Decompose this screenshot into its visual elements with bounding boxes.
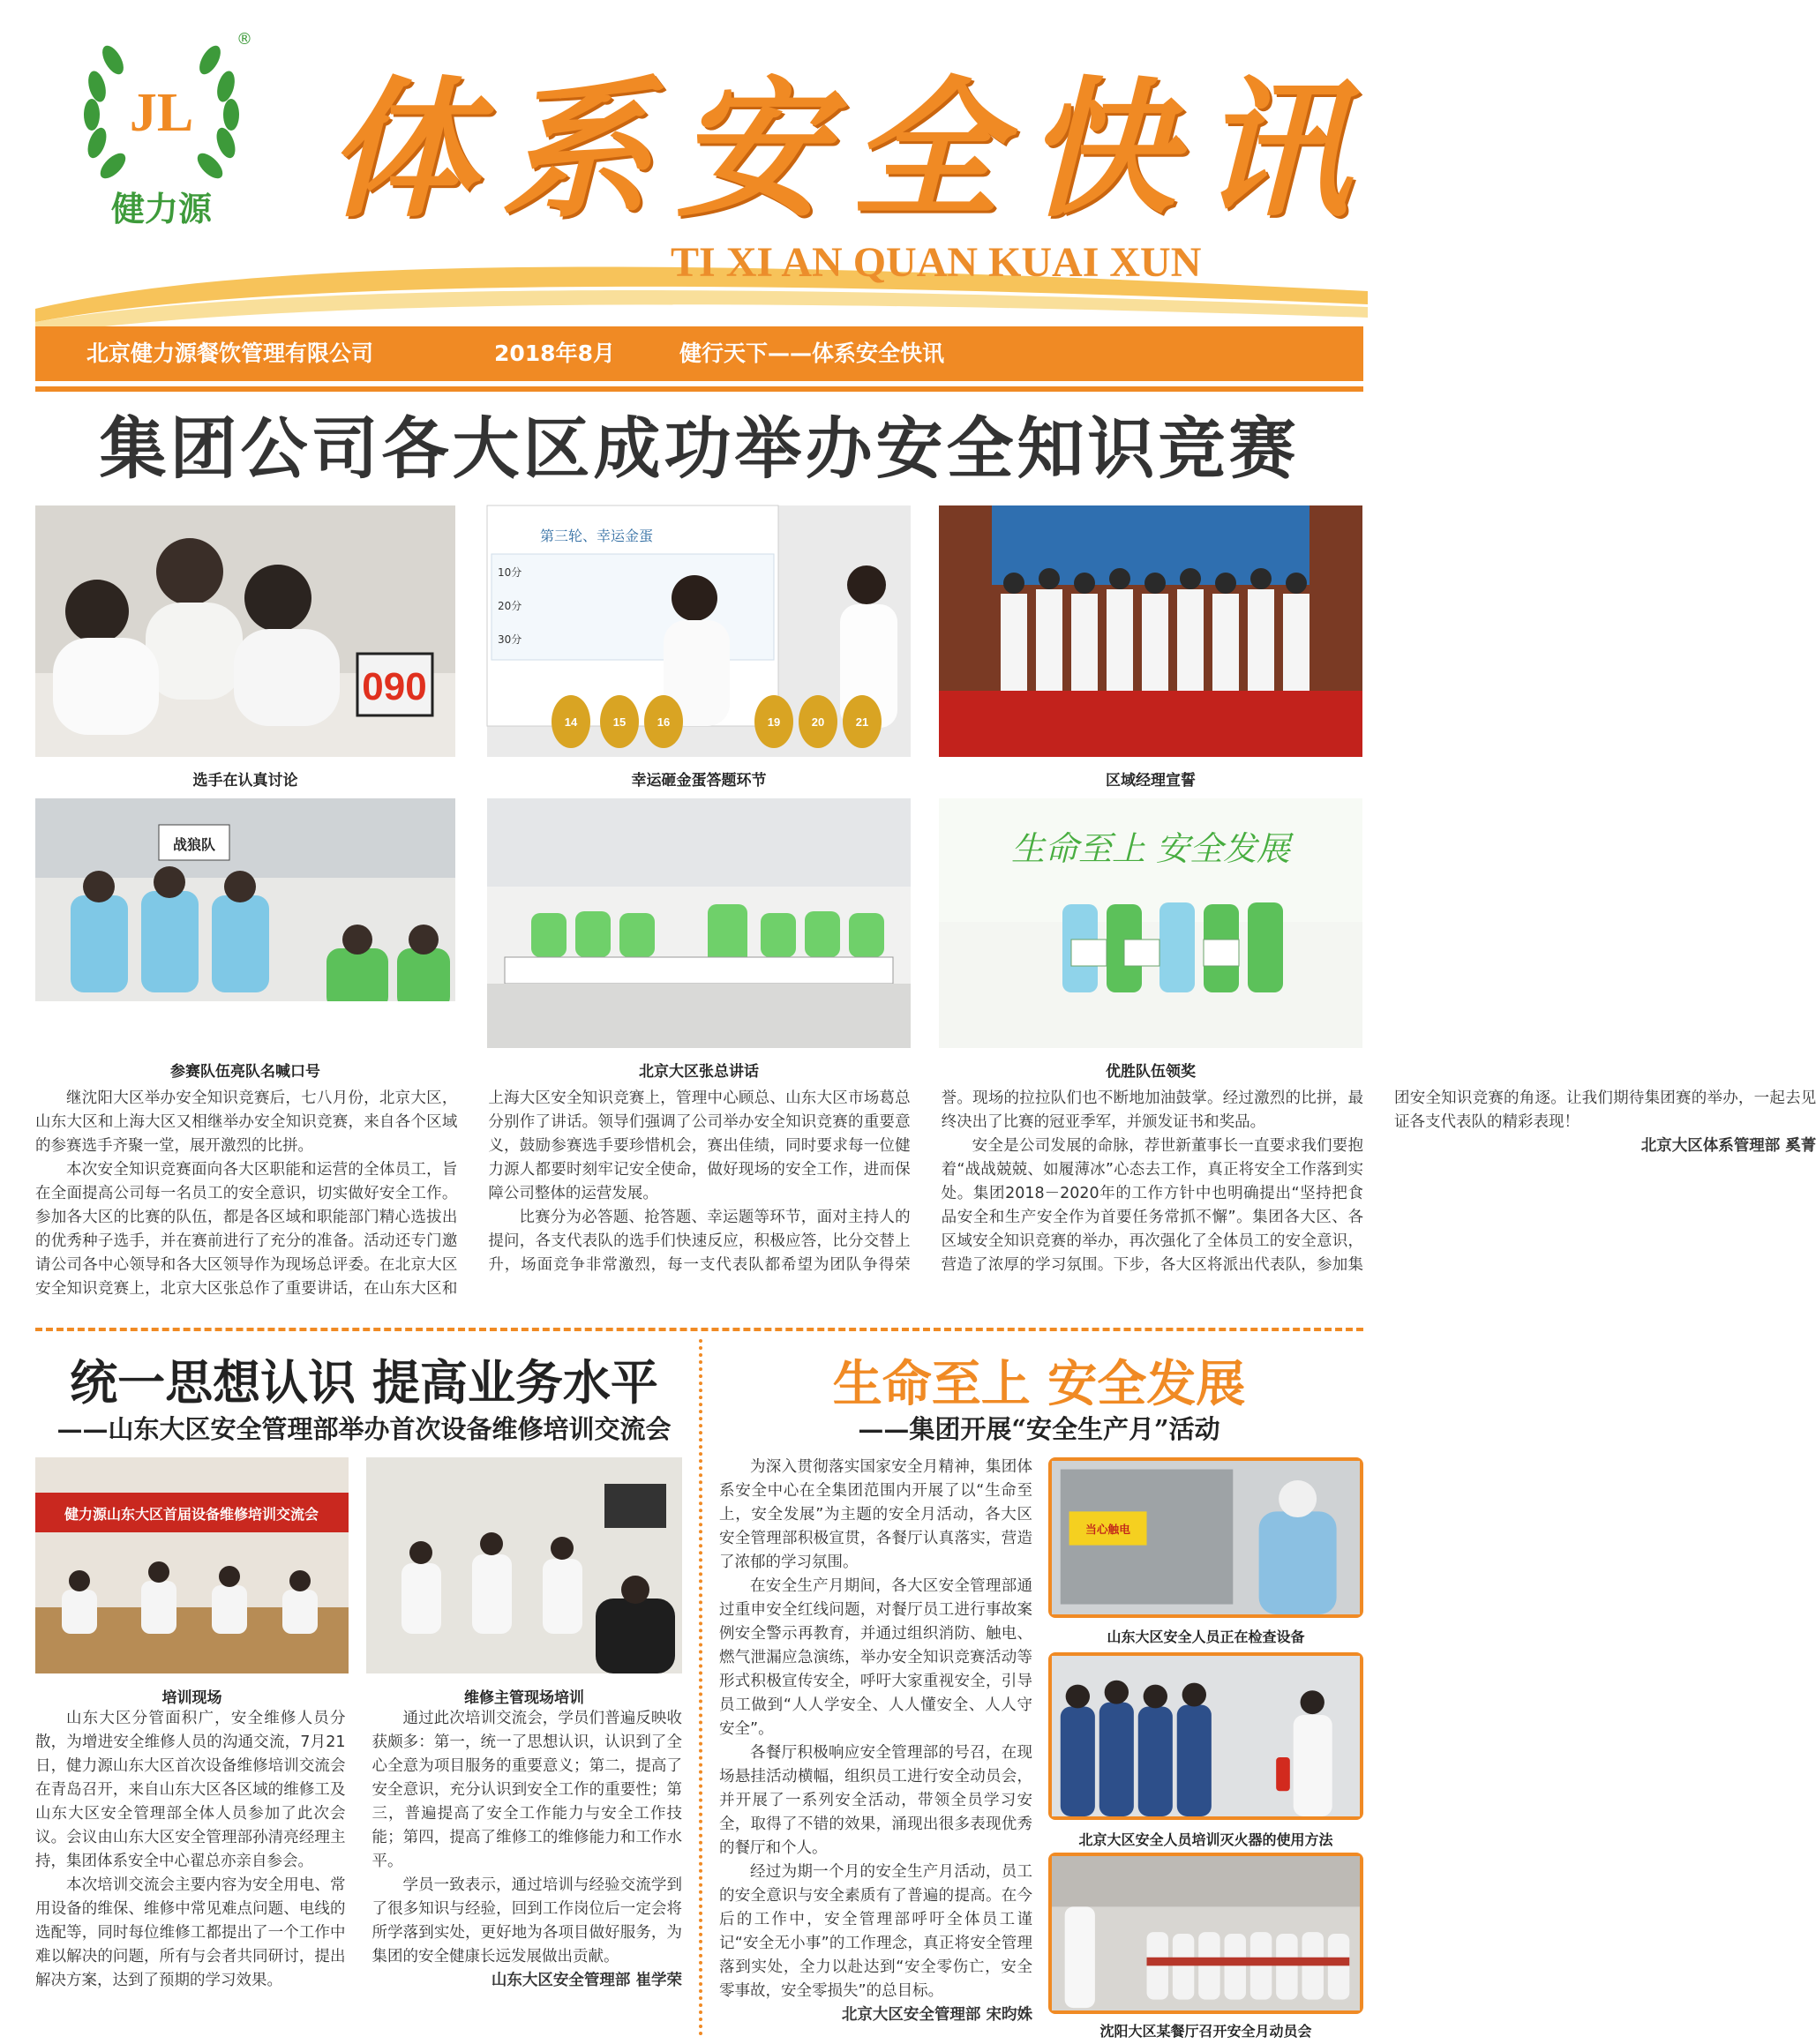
egg-16: 16 xyxy=(657,715,671,729)
left-paragraph-1: 山东大区分管面积广，安全维修人员分散，为增进安全维修人员的沟通交流，7月21日，健力源山东大区首次设备维修培训交流会在青岛召开，来自山东大区各区域的维修工及山东大区安全管理部全体人员参加了此次会议。会议由山东大区安全管理部孙清亮经理主持，集团体系安全中心翟总亦亲自参会。 xyxy=(35,1710,346,1870)
photo-extinguisher-training xyxy=(1048,1652,1363,1820)
section-divider xyxy=(35,1328,1363,1331)
logo-letters: JL xyxy=(129,83,194,143)
left-story-title: 统一思想认识 提高业务水平 xyxy=(70,1354,658,1411)
row-label-20: 20分 xyxy=(498,600,522,612)
row-label-30: 30分 xyxy=(498,633,522,646)
screen-title: 第三轮、幸运金蛋 xyxy=(540,528,654,544)
photo-winners-award xyxy=(939,798,1362,1048)
photo-safety-month-rally xyxy=(1048,1853,1363,2014)
lead-paragraph-4: 安全是公司发展的命脉，荐世新董事长一直要求我们要抱着“战战兢兢、如履薄冰”心态去工作，真正将安全工作落到实处。集团2018－2020年的工作方针中也明确提出“坚持把食品安全和生产安全作为首要任务常抓不懈”。集团各大区、各区域安全知识竞赛的举办，再次强化了全体员工的安全意识，营造了浓厚的学习氛围。下步，各大区将派出代表队，参加集团安全知识竞赛的角逐。让我们期待集团赛的举办，一起去见证各支代表队的精彩表现！ xyxy=(941,1089,1816,1274)
logo-brand: 健力源 xyxy=(110,190,213,228)
right-story-body xyxy=(719,1456,1032,2025)
right-story-subtitle: ——集团开展“安全生产月”活动 xyxy=(858,1414,1220,1444)
brand-logo xyxy=(78,25,252,245)
issue-date: 2018年8月 xyxy=(494,341,615,366)
right-paragraph-2: 在安全生产月期间，各大区安全管理部通过重申安全红线问题，对餐厅员工进行事故案例安全警示再教育，并通过组织消防、触电、燃气泄漏应急演练，举办安全知识竞赛活动等形式积极宣传安全，呼吁大家重视安全，引导员工做到“人人学安全、人人懂安全、人人守安全”。 xyxy=(719,1577,1032,1738)
lead-headline: 集团公司各大区成功举办安全知识竞赛 xyxy=(99,409,1300,488)
divider xyxy=(35,386,1363,392)
right-signature: 北京大区安全管理部 宋昀姝 xyxy=(841,2006,1032,2024)
left-paragraph-2: 本次培训交流会主要内容为安全用电、常用设备的维保、维修中常见难点问题、电线的选配等，同时每位维修工都提出了一个工作中难以解决的问题，所有与会者共同研讨，提出解决方案，达到了预期的学习效果。 xyxy=(35,1876,346,1989)
row-label-10: 10分 xyxy=(498,566,522,579)
warning-sign: 当心触电 xyxy=(1085,1523,1130,1537)
photo-managers-oath xyxy=(939,505,1362,757)
left-story-body xyxy=(35,1707,682,2038)
caption-photo-3: 区域经理宣誓 xyxy=(1106,772,1196,790)
winners-banner: 生命至上 安全发展 xyxy=(1010,829,1291,868)
team-sign: 战狼队 xyxy=(172,836,216,853)
caption-photo-2: 幸运砸金蛋答题环节 xyxy=(631,772,767,790)
caption-safety-month-rally: 沈阳大区某餐厅召开安全月动员会 xyxy=(1099,2023,1312,2040)
lead-paragraph-3: 比赛分为必答题、抢答题、幸运题等环节，面对主持人的提问，各支代表队的选手们快速反应，积极应答，比分交替上升，场面竞争非常激烈，每一支代表队都希望为团队争得荣誉。现场的拉拉队们也不断地加油鼓掌。经过激烈的比拼，最终决出了比赛的冠亚季军，并颁发证书和奖品。 xyxy=(488,1089,1363,1274)
caption-extinguisher-training: 北京大区安全人员培训灭火器的使用方法 xyxy=(1078,1831,1333,1848)
photo-training-site xyxy=(35,1457,349,1673)
egg-21: 21 xyxy=(855,715,869,729)
photo-contestants-discussing xyxy=(35,505,455,757)
right-paragraph-1: 为深入贯彻落实国家安全月精神，集团体系安全中心在全集团范围内开展了以“生命至上，安全发展”为主题的安全月活动，各大区安全管理部积极宣贯，各餐厅认真落实，营造了浓郁的学习氛围。 xyxy=(719,1458,1032,1571)
left-paragraph-4: 学员一致表示，通过培训与经验交流学到了很多知识与经验，回到工作岗位后一定会将所学落到实处，更好地为各项目做好服务，为集团的安全健康长远发展做出贡献。 xyxy=(371,1876,682,1965)
score-sign: 090 xyxy=(362,665,427,708)
left-paragraph-3: 通过此次培训交流会，学员们普遍反映收获颇多：第一，统一了思想认识，认识到了全心全意为项目服务的重要意义；第二，提高了安全意识，充分认识到安全工作的重要性；第三，普遍提高了安全工作能力与安全工作技能；第四，提高了维修工的维修能力和工作水平。 xyxy=(371,1710,682,1870)
photo-supervisor-training xyxy=(366,1457,682,1673)
egg-14: 14 xyxy=(564,715,578,729)
lead-signature: 北京大区体系管理部 奚菁 xyxy=(1640,1137,1816,1155)
right-paragraph-3: 各餐厅积极响应安全管理部的号召，在现场悬挂活动横幅，组织员工进行安全动员会，并开展了一系列安全活动，带领全员学习安全，取得了不错的效果，涌现出很多表现优秀的餐厅和个人。 xyxy=(719,1744,1032,1857)
caption-photo-4: 参赛队伍亮队名喊口号 xyxy=(170,1063,320,1081)
caption-photo-1: 选手在认真讨论 xyxy=(192,772,298,790)
egg-15: 15 xyxy=(612,715,627,729)
caption-photo-5: 北京大区张总讲话 xyxy=(639,1063,759,1081)
column-divider xyxy=(699,1339,702,2036)
caption-supervisor-training: 维修主管现场培训 xyxy=(464,1689,584,1707)
lead-paragraph-2: 本次安全知识竞赛面向各大区职能和运营的全体员工，旨在全面提高公司每一名员工的安全意识，切实做好安全工作。参加各大区的比赛的队伍，都是各区域和职能部门精心选拔出的优秀种子选手，并在赛前进行了充分的准备。活动还专门邀请公司各中心领导和各大区领导作为现场总评委。在北京大区安全知识竞赛上，北京大区张总作了重要讲话，在山东大区和上海大区安全知识竞赛上，管理中心顾总、山东大区市场葛总分别作了讲话。领导们强调了公司举办安全知识竞赛的重要意义，鼓励参赛选手要珍惜机会，赛出佳绩，同时要求每一位健力源人都要时刻牢记安全使命，做好现场的安全工作，进而保障公司整体的运营发展。 xyxy=(35,1089,911,1298)
masthead-title: 体系安全快讯 xyxy=(326,62,1376,238)
egg-20: 20 xyxy=(811,715,825,729)
left-story-subtitle: ——山东大区安全管理部举办首次设备维修培训交流会 xyxy=(56,1414,672,1444)
egg-19: 19 xyxy=(767,715,781,729)
training-banner: 健力源山东大区首届设备维修培训交流会 xyxy=(64,1506,319,1523)
slogan: 健行天下——体系安全快讯 xyxy=(679,341,945,366)
masthead-pinyin: TI XI AN QUAN KUAI XUN xyxy=(671,239,1202,286)
info-bar xyxy=(35,326,1363,381)
photo-equipment-check xyxy=(1048,1457,1363,1618)
photo-team-slogan xyxy=(35,798,455,1048)
photo-golden-egg-round xyxy=(487,505,911,757)
caption-photo-6: 优胜队伍领奖 xyxy=(1106,1063,1196,1081)
caption-equipment-check: 山东大区安全人员正在检查设备 xyxy=(1107,1628,1305,1645)
right-story-title: 生命至上 安全发展 xyxy=(832,1355,1246,1413)
lead-story-body xyxy=(35,1087,1816,1318)
left-signature: 山东大区安全管理部 崔学荣 xyxy=(491,1972,682,1989)
lead-paragraph-1: 继沈阳大区举办安全知识竞赛后，七八月份，北京大区，山东大区和上海大区又相继举办安全知识竞赛，来自各个区域的参赛选手齐聚一堂，展开激烈的比拼。 xyxy=(35,1089,458,1155)
photo-beijing-speech xyxy=(487,798,911,1048)
right-paragraph-4: 经过为期一个月的安全生产月活动，员工的安全意识与安全素质有了普遍的提高。在今后的工作中，安全管理部呼吁全体员工谨记“安全无小事”的工作理念，真正将安全管理落到实处，全力以赴达到“安全零伤亡，安全零事故，安全零损失”的总目标。 xyxy=(719,1863,1032,2000)
registered-mark-icon: ® xyxy=(236,30,252,49)
company-name: 北京健力源餐饮管理有限公司 xyxy=(86,341,374,366)
caption-training-site: 培训现场 xyxy=(161,1689,222,1707)
